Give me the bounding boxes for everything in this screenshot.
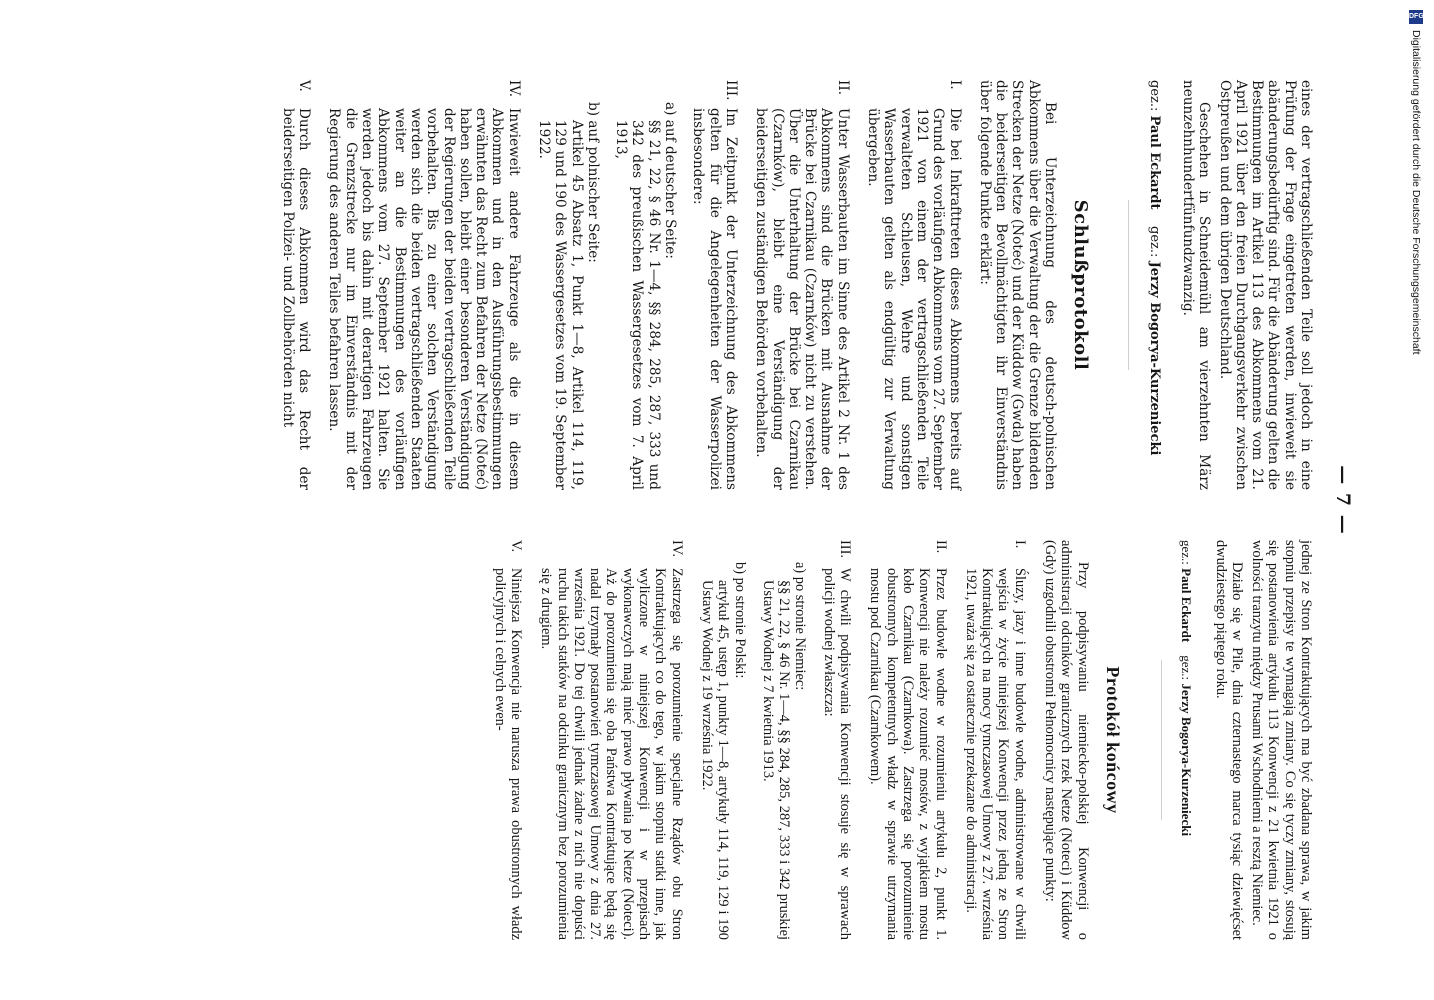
dfg-logo: DFG xyxy=(1409,10,1423,24)
german-signatures xyxy=(1145,80,1161,490)
polish-sub-a xyxy=(760,540,809,940)
german-item-2 xyxy=(753,80,851,490)
polish-item-5 xyxy=(491,540,524,940)
polish-preamble: Przy podpisywaniu niemiecko-polskiej Konwencji o administracji odcinków granicznych rzek Netze (Noteci) i Küddow (Gdy) uzgodnili obustronni Pełnomocnicy następujące punkty: xyxy=(1042,540,1091,940)
sub-label: b) po stronie Polski: xyxy=(731,562,748,679)
divider xyxy=(1128,200,1129,370)
item-text: Zastrzega się porozumienie specjalne Rządów obu Stron Kontraktujących co do tego, w jakim stopniu statki inne, jak wyliczone w niniejszej Konwencji i w przepisach wykonawczych mają mieć prawo pływania po Netze (Noteci). Aż do porozumienia się oba Państwa Kontraktujące będą się nadal trzymały postanowień tymczasowej Umowy z dnia 27. września 1921. Do tej chwili jednak żadne z nich nie dopuści ruchu takich statków na odcinku granicznym bez porozumienia się z drugiem. xyxy=(538,568,685,940)
item-text: Inwieweit andere Fahrzeuge als die in diesem Abkommen und in den Ausführungsbestimmungen erwähnten das Recht zum Befahren der Netze (Noteć) haben sollen, bleibt einer besonderen Verständigung der Regierungen der beiden vertragschließenden Teile vorbehalten. Bis zu einer solchen Verständigung werden sich die beiden vertragschließenden Staaten weiter an die Bestimmungen des vorläufigen Abkommens vom 27. September 1921 halten. Sie werden jedoch bis dahin mit derartigen Fahrzeugen die Grenzstrecke nur im Einverständnis mit der Regierung des anderen Teiles befahren lassen. xyxy=(326,108,522,490)
sub-text: §§ 21, 22, § 46 Nr. 1—4, §§ 284, 285, 287, 333 und 342 des preußischen Wassergesetzes vom 7. April 1913, xyxy=(613,120,662,490)
page-number: — 7 — xyxy=(1332,465,1354,535)
item-text: W chwili podpisywania Konwencji stosuje się w sprawach policji wodnej zwłaszcza: xyxy=(820,568,854,940)
german-item-5 xyxy=(280,80,313,490)
sig-prefix: gez.: xyxy=(1146,80,1162,112)
item-text: Przez budowle wodne w rozumieniu artykułu 2, punkt 1. Konwencji nie należy rozumieć mostów, z wyjątkiem mostu koło Czarnikau (Czarnkowa). Zastrzega się porozumienie obustronnych kompetentnych władz w sprawie utrzymania mostu pod Czarnikau (Czarnkowem). xyxy=(867,568,949,940)
item-number: II. xyxy=(834,80,851,96)
sig-prefix: gez.: xyxy=(1146,226,1162,258)
german-heading: Schlußprotokoll xyxy=(1070,199,1092,371)
divider xyxy=(1161,660,1162,820)
sub-label: b) auf polnischer Seite: xyxy=(584,102,601,263)
german-column xyxy=(280,80,1314,490)
german-intro: eines der vertragschließenden Teile soll jedoch in eine Prüfung der Frage eingetreten werden, inwieweit sie abänderungsbedürftig sind. Für die Abänderung gelten die Bestimmungen im Artikel 113 des Abkommens vom 21. April 1921 über den freien Durchgangsverkehr zwischen Ostpreußen und dem übrigen Deutschland. xyxy=(1216,80,1314,490)
dfg-text: Digitalisierung gefördert durch die Deutsche Forschungsgemeinschaft xyxy=(1410,30,1422,355)
german-sub-b xyxy=(536,80,601,490)
polish-item-4 xyxy=(538,540,685,940)
german-item-3 xyxy=(690,80,739,490)
german-preamble: Bei Unterzeichnung des deutsch-polnischen Abkommens über die Verwaltung der die Grenze bildenden Strecken der Netze (Noteć) und der Küddow (Gwda) haben die beiderseitigen Bevollmächtigten ihr Einverständnis über folgende Punkte erklärt: xyxy=(976,80,1059,490)
item-text: Durch dieses Abkommen wird das Recht der beiderseitigen Polizei- und Zollbehörden nicht xyxy=(279,108,313,490)
german-place-date: Geschehen in Schneidemühl am vierzehnten März neunzehnhundertfünfundzwanzig. xyxy=(1179,80,1213,490)
german-item-1 xyxy=(865,80,963,490)
polish-item-1 xyxy=(963,540,1028,940)
signatory-eckardt: Paul Eckardt xyxy=(1179,568,1195,643)
item-number: II. xyxy=(932,540,949,554)
item-number: V. xyxy=(508,540,525,553)
sig-prefix: gez.: xyxy=(1179,540,1195,565)
signatory-kurzeniecki: Jerzy Bogorya-Kurzeniecki xyxy=(1179,683,1195,837)
item-number: I. xyxy=(946,80,963,90)
polish-item-3 xyxy=(820,540,853,940)
sub-label: a) auf deutscher Seite: xyxy=(662,102,679,259)
german-sub-a xyxy=(613,80,678,490)
item-number: III. xyxy=(837,540,854,558)
polish-sub-b xyxy=(699,540,748,940)
item-number: V. xyxy=(296,80,313,92)
sub-text: Artikel 45 Absatz 1, Punkt 1—8, Artikel 114, 119, 129 und 190 des Wassergesetzes vom 19. September 1922. xyxy=(536,120,585,490)
item-number: IV. xyxy=(668,540,685,557)
sig-prefix: gez.: xyxy=(1179,655,1195,681)
polish-item-2 xyxy=(867,540,948,940)
item-text: Śluzy, jazy i inne budowle wodne, administrowane w chwili wejścia w życie niniejszej Konwencji przez jedną ze Stron Kontraktujących na mocy tymczasowej Umowy z 27. września 1921, uważa się za ostatecznie przekazane do administracji. xyxy=(962,568,1028,940)
dfg-notice xyxy=(1404,10,1428,990)
item-text: Im Zeitpunkt der Unterzeichnung des Abkommens gelten für die Angelegenheiten der Wasserpolizei insbesondere: xyxy=(690,108,739,490)
signatory-eckardt: Paul Eckardt xyxy=(1146,115,1162,210)
item-number: I. xyxy=(1011,540,1028,549)
polish-signatures xyxy=(1178,540,1194,940)
polish-column xyxy=(491,540,1314,940)
polish-place-date: Działo się w Pile, dnia czternastego marca tysiąc dziewięćset dwudziestego piątego roku. xyxy=(1212,540,1245,940)
polish-heading: Protokół końcowy xyxy=(1102,666,1123,814)
item-text: Die bei Inkrafttreten dieses Abkommens bereits auf Grund des vorläufigen Abkommens vom 27. September 1921 von einem der vertragschließenden Teile verwalteten Schleusen, Wehre und sonstigen Wasserbauten gelten als endgültig zur Verwaltung übergeben. xyxy=(865,108,963,490)
item-number: IV. xyxy=(505,80,522,98)
signatory-kurzeniecki: Jerzy Bogorya-Kurzeniecki xyxy=(1146,261,1162,456)
sub-label: a) po stronie Niemiec: xyxy=(792,562,809,691)
item-text: Unter Wasserbauten im Sinne des Artikel 2 Nr. 1 des Abkommens sind die Brücken mit Ausnahme der Brücke bei Czarnikau (Czarnków) nicht zu verstehen. Über die Unterhaltung der Brücke bei Czarnikau (Czarnków), bleibt eine Verständigung der beiderseitigen zuständigen Behörden vorbehalten. xyxy=(753,108,851,490)
item-text: Niniejsza Konwencja nie narusza prawa obustronnych władz policyjnych i celnych ewen- xyxy=(491,568,525,940)
german-item-4 xyxy=(326,80,522,490)
item-number: III. xyxy=(722,80,739,101)
sub-text: artykuł 45, ustęp 1, punkty 1—8, artykuły 114, 119, 129 i 190 Ustawy Wodnej z 19 września 1922. xyxy=(698,580,732,940)
sub-text: §§ 21, 22, § 46 Nr. 1—4, §§ 284, 285, 287, 333 i 342 pruskiej Ustawy Wodnej z 7 kwietnia 1913. xyxy=(759,580,793,940)
polish-intro: jednej ze Stron Kontraktujących ma być zbadana sprawa, w jakim stopniu przepisy te wymagają zmiany. Co się tyczy zmiany, stosują się postanowienia artykułu 113 Konwencji z 21 kwietnia 1921 o wolności tranzytu między Prusami Wschodniemi a resztą Niemiec. xyxy=(1249,540,1314,940)
